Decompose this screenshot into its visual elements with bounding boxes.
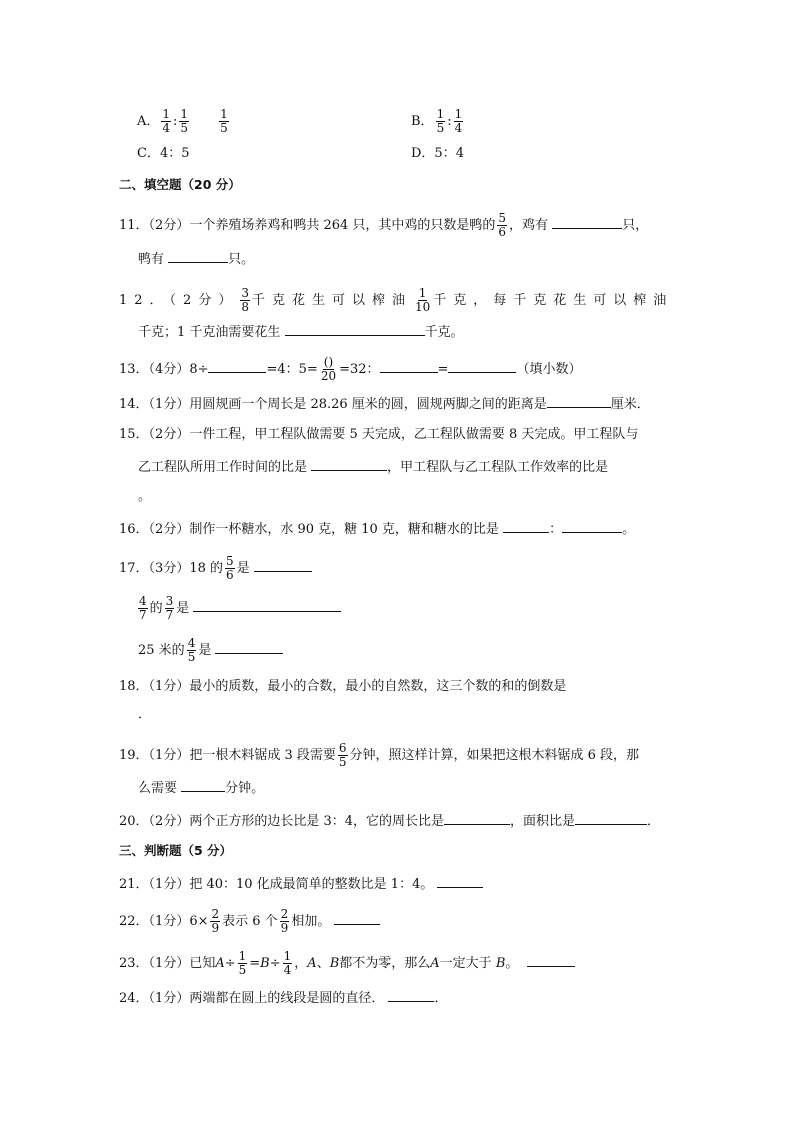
answer-blank[interactable] [254,557,312,572]
answer-blank[interactable] [388,987,434,1002]
fraction: $\frac{1}{5}$ [180,107,189,135]
question-21: 21．（1分）把 40：10 化成最简单的整数比是 1：4。 [119,873,483,895]
question-13: 13．（4分）8÷ =4：5= $\frac{()}{20}$ =32： = （填小数） [119,355,582,383]
question-15-cont: 乙工程队所用工作时间的比是 ，甲工程队与乙工程队工作效率的比是 [138,456,608,478]
section-heading-fill-blank: 二、填空题（20 分） [119,177,241,192]
fraction: $\frac{1}{5}$ [436,107,445,135]
fraction: $\frac{2}{9}$ [211,907,220,935]
question-11-cont: 鸭有 只。 [138,248,254,270]
answer-blank[interactable] [181,777,225,792]
question-14: 14．（1分）用圆规画一个周长是 28.26 厘米的圆，圆规两脚之间的距离是 厘米． [119,393,650,415]
fraction: $\frac{4}{5}$ [187,636,196,664]
answer-blank[interactable] [285,321,425,336]
option-c: C．4：5 [137,146,190,161]
fraction: $\frac{2}{9}$ [280,907,289,935]
question-12: 12．（2分） $\frac{3}{8}$ 千克花生可以榨油 $\frac{1}{10}$ 千克，每千克花生可以榨油 [119,286,674,314]
question-18-end: ． [138,707,152,722]
answer-blank[interactable] [575,810,647,825]
option-b: B． $\frac{1}{5}$ : $\frac{1}{4}$ [411,107,463,135]
question-24: 24．（1分）两端都在圆上的线段是圆的直径． ． [119,987,447,1009]
question-15-end: 。 [138,489,152,504]
answer-blank[interactable] [562,518,622,533]
question-12-cont: 千克；1 千克油需要花生 千克。 [138,321,464,343]
answer-blank[interactable] [380,358,438,373]
question-17: 17．（3分）18 的 $\frac{5}{6}$ 是 [119,555,312,582]
answer-blank[interactable] [527,952,575,967]
question-19: 19．（1分）把一根木料锯成 3 段需要 $\frac{6}{5}$ 分钟，照这样计算，如果把这根木料锯成 6 段，那 [119,741,640,769]
fraction: $\frac{4}{7}$ [139,594,147,622]
answer-blank[interactable] [444,810,510,825]
fraction: $\frac{6}{5}$ [338,741,347,769]
fraction: $\frac{5}{6}$ [498,211,507,239]
answer-blank[interactable] [193,597,341,612]
fraction: $\frac{1}{5}$ [220,107,228,135]
fraction: $\frac{1}{4}$ [283,949,292,977]
question-20: 20．（2分）两个正方形的边长比是 3：4，它的周长比是 ，面积比是 ． [119,810,660,832]
fraction: $\frac{1}{4}$ [454,107,463,135]
question-22: 22．（1分）6× $\frac{2}{9}$ 表示 6 个 $\frac{2}{9}$ 相加。 [119,908,380,935]
answer-blank[interactable] [334,910,380,925]
answer-blank[interactable] [168,248,228,263]
answer-blank[interactable] [503,518,549,533]
fraction: $\frac{1}{10}$ [414,286,431,314]
option-d: D．5：4 [411,146,464,161]
fraction: $\frac{5}{6}$ [226,554,234,582]
question-11: 11．（2分）一个养殖场养鸡和鸭共 264 只，其中鸡的只数是鸭的 $\frac{5}{6}$ ，鸡有 只， [119,211,649,239]
answer-blank[interactable] [437,873,483,888]
question-18: 18．（1分）最小的质数，最小的合数，最小的自然数，这三个数的和的倒数是 [119,679,567,694]
fraction: $\frac{1}{4}$ [162,107,171,135]
fraction: $\frac{()}{20}$ [320,355,337,383]
answer-blank[interactable] [215,639,283,654]
fraction: $\frac{3}{8}$ [241,286,249,314]
question-16: 16．（2分）制作一杯糖水，水 90 克，糖 10 克，糖和糖水的比是 ： 。 [119,518,635,540]
question-19-cont: 么需要 分钟。 [138,777,264,799]
answer-blank[interactable] [208,358,266,373]
answer-blank[interactable] [448,358,516,373]
answer-blank[interactable] [311,456,387,471]
answer-blank[interactable] [547,393,611,408]
answer-blank[interactable] [552,214,622,229]
question-17-part2: $\frac{4}{7}$ 的 $\frac{3}{7}$ 是 [136,595,341,622]
question-15: 15．（2分）一件工程，甲工程队做需要 5 天完成，乙工程队做需要 8 天完成。甲工程队与 [119,427,639,442]
question-23: 23．（1分）已知A÷ $\frac{1}{5}$ =B÷ $\frac{1}{4}$ ，A、B都不为零，那么A一定大于 B。 [119,950,575,977]
section-heading-true-false: 三、判断题（5 分） [119,843,233,858]
option-a: A． $\frac{1}{4}$ : $\frac{1}{5}$ $\frac{1}{5}$ [137,107,228,135]
fraction: $\frac{1}{5}$ [238,949,247,977]
question-17-part3: 25 米的 $\frac{4}{5}$ 是 [138,637,283,664]
fraction: $\frac{3}{7}$ [165,594,174,622]
